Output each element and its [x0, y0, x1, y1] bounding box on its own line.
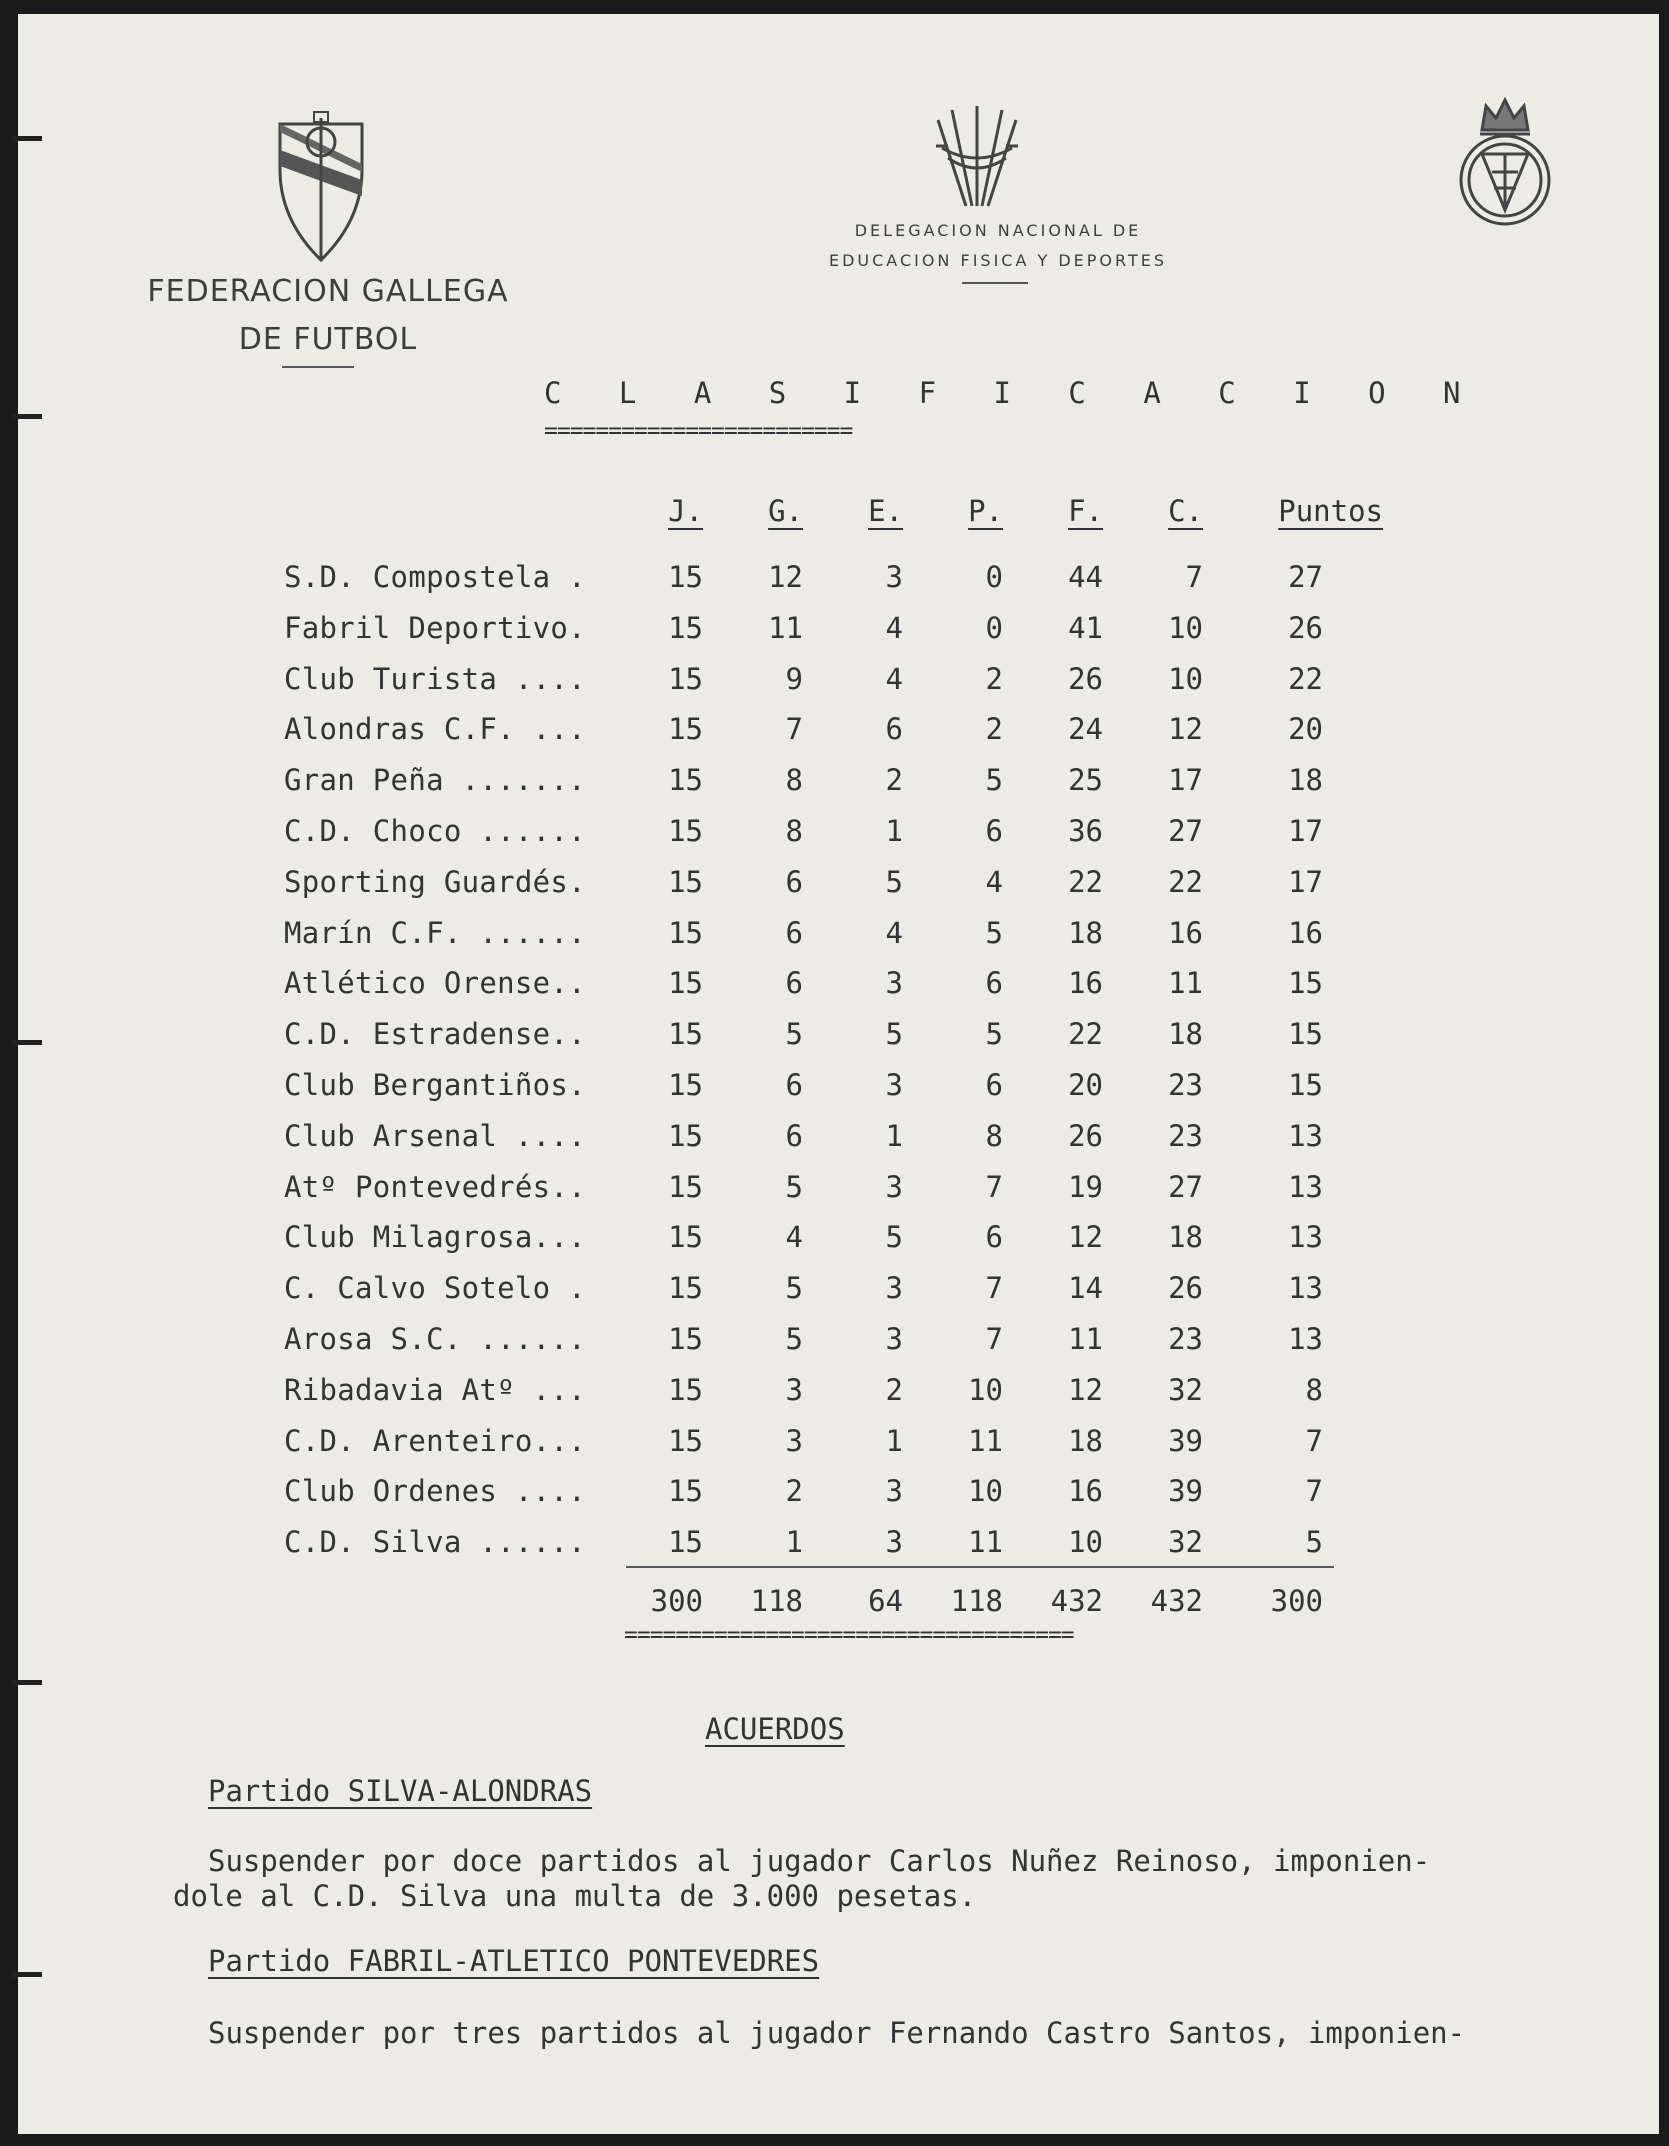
- table-cell: 7: [985, 1169, 1003, 1204]
- table-cell: 11: [968, 1525, 1003, 1560]
- table-cell: 15: [668, 661, 703, 696]
- table-cell: 10: [968, 1372, 1003, 1407]
- table-cell: 15: [668, 1068, 703, 1102]
- table-cell: 44: [1068, 560, 1103, 594]
- team-name: S.D. Compostela .: [284, 560, 586, 594]
- standings-table: [18, 14, 1659, 1694]
- team-name: Atlético Orense..: [284, 966, 586, 1001]
- table-cell: 6: [985, 966, 1003, 1001]
- table-cell: 6: [785, 1068, 803, 1102]
- document-page: [18, 14, 1659, 2134]
- table-cell: 16: [1068, 1474, 1103, 1509]
- totals-double-rule: ===================================: [624, 1622, 1074, 1648]
- table-cell: 13: [1288, 1169, 1323, 1204]
- column-header: Puntos: [1278, 494, 1383, 528]
- team-name: Atº Pontevedrés..: [284, 1169, 586, 1204]
- column-header: J.: [668, 494, 703, 528]
- table-cell: 22: [1068, 1017, 1103, 1052]
- table-cell: 6: [785, 864, 803, 899]
- table-cell: 6: [785, 1118, 803, 1153]
- table-cell: 1: [885, 1423, 903, 1458]
- table-cell: 17: [1288, 864, 1323, 899]
- table-cell: 11: [968, 1423, 1003, 1458]
- table-cell: 15: [668, 560, 703, 594]
- title-double-rule: ========================: [544, 418, 853, 444]
- table-cell: 12: [1068, 1220, 1103, 1255]
- table-cell: 4: [885, 915, 903, 950]
- table-cell: 13: [1288, 1220, 1323, 1255]
- table-cell: 6: [785, 915, 803, 950]
- table-cell: 0: [985, 610, 1003, 645]
- table-cell: 3: [885, 1525, 903, 1560]
- table-cell: 15: [668, 1474, 703, 1509]
- team-name: Club Milagrosa...: [284, 1220, 586, 1255]
- team-name: Fabril Deportivo.: [284, 610, 586, 645]
- table-cell: 2: [785, 1474, 803, 1509]
- table-cell: 18: [1288, 763, 1323, 798]
- table-cell: 15: [668, 712, 703, 747]
- table-cell: 2: [985, 712, 1003, 747]
- table-cell: 11: [1168, 966, 1203, 1001]
- table-cell: 15: [668, 610, 703, 645]
- agreement-1-text-line1: Suspender por doce partidos al jugador Carlos Nuñez Reinoso, imponien-: [208, 1844, 1431, 1878]
- table-cell: 2: [885, 1372, 903, 1407]
- delegation-name-line1: DELEGACION NACIONAL DE: [854, 221, 1142, 240]
- table-cell: 15: [668, 1118, 703, 1153]
- table-cell: 20: [1068, 1068, 1103, 1102]
- table-cell: 39: [1168, 1474, 1203, 1509]
- table-cell: 24: [1068, 712, 1103, 747]
- table-cell: 32: [1168, 1372, 1203, 1407]
- table-cell: 18: [1068, 1423, 1103, 1458]
- table-cell: 16: [1168, 915, 1203, 950]
- table-cell: 15: [668, 814, 703, 848]
- table-cell: 26: [1068, 1118, 1103, 1153]
- table-cell: 6: [985, 1220, 1003, 1255]
- table-cell: 6: [985, 814, 1003, 848]
- table-cell: 15: [668, 1271, 703, 1306]
- totals-separator-line: [626, 1566, 1334, 1568]
- team-name: Alondras C.F. ...: [284, 712, 586, 747]
- table-cell: 7: [1305, 1474, 1323, 1509]
- federation-name-line2: DE FUTBOL: [238, 322, 418, 357]
- federation-name-line1: FEDERACION GALLEGA: [147, 274, 509, 309]
- table-cell: 23: [1168, 1068, 1203, 1102]
- table-cell: 14: [1068, 1271, 1103, 1306]
- table-cell: 1: [785, 1525, 803, 1560]
- table-cell: 15: [668, 1423, 703, 1458]
- table-cell: 8: [785, 814, 803, 848]
- agreement-1-text-line2: dole al C.D. Silva una multa de 3.000 pesetas.: [173, 1879, 977, 1913]
- table-cell: 5: [985, 915, 1003, 950]
- table-cell: 23: [1168, 1322, 1203, 1356]
- table-cell: 5: [885, 864, 903, 899]
- team-name: C.D. Arenteiro...: [284, 1423, 586, 1458]
- table-cell: 3: [885, 560, 903, 594]
- table-cell: 15: [668, 915, 703, 950]
- table-cell: 19: [1068, 1169, 1103, 1204]
- table-cell: 5: [785, 1169, 803, 1204]
- column-header: C.: [1168, 494, 1203, 528]
- team-name: Club Arsenal ....: [284, 1118, 586, 1153]
- table-cell: 6: [785, 966, 803, 1001]
- column-header: P.: [968, 494, 1003, 528]
- table-cell: 15: [668, 1220, 703, 1255]
- table-cell: 15: [1288, 1017, 1323, 1052]
- column-header: F.: [1068, 494, 1103, 528]
- table-cell: 6: [985, 1068, 1003, 1102]
- table-cell: 12: [1068, 1372, 1103, 1407]
- table-cell: 10: [968, 1474, 1003, 1509]
- table-cell: 15: [1288, 966, 1323, 1001]
- table-cell: 3: [885, 1169, 903, 1204]
- total-cell: 432: [1150, 1584, 1203, 1618]
- total-cell: 118: [750, 1584, 803, 1618]
- table-cell: 18: [1068, 915, 1103, 950]
- table-cell: 15: [668, 1017, 703, 1052]
- table-cell: 11: [1068, 1322, 1103, 1356]
- table-cell: 4: [985, 864, 1003, 899]
- table-cell: 5: [785, 1017, 803, 1052]
- table-cell: 6: [885, 712, 903, 747]
- table-cell: 4: [885, 661, 903, 696]
- team-name: C.D. Silva ......: [284, 1525, 586, 1560]
- table-cell: 8: [785, 763, 803, 798]
- agreement-2-text-line1: Suspender por tres partidos al jugador Fernando Castro Santos, imponien-: [208, 2016, 1466, 2050]
- table-cell: 3: [885, 1474, 903, 1509]
- team-name: C.D. Choco ......: [284, 814, 586, 848]
- table-cell: 18: [1168, 1220, 1203, 1255]
- table-cell: 20: [1288, 712, 1323, 747]
- table-cell: 3: [885, 1271, 903, 1306]
- table-cell: 12: [768, 560, 803, 594]
- table-cell: 17: [1168, 763, 1203, 798]
- table-cell: 4: [785, 1220, 803, 1255]
- table-cell: 5: [985, 763, 1003, 798]
- team-name: C. Calvo Sotelo .: [284, 1271, 586, 1306]
- table-cell: 13: [1288, 1322, 1323, 1356]
- table-cell: 16: [1288, 915, 1323, 950]
- acuerdos-heading: ACUERDOS: [705, 1712, 845, 1746]
- table-cell: 23: [1168, 1118, 1203, 1153]
- table-cell: 9: [785, 661, 803, 696]
- table-cell: 1: [885, 814, 903, 848]
- table-cell: 1: [885, 1118, 903, 1153]
- table-cell: 41: [1068, 610, 1103, 645]
- table-cell: 13: [1288, 1271, 1323, 1306]
- table-cell: 11: [768, 610, 803, 645]
- table-cell: 26: [1068, 661, 1103, 696]
- table-cell: 36: [1068, 814, 1103, 848]
- total-cell: 118: [950, 1584, 1003, 1618]
- agreement-1-match: Partido SILVA-ALONDRAS: [208, 1774, 593, 1808]
- team-name: Club Turista ....: [284, 661, 586, 696]
- table-cell: 18: [1168, 1017, 1203, 1052]
- table-cell: 15: [668, 1525, 703, 1560]
- table-cell: 3: [885, 1068, 903, 1102]
- table-cell: 7: [985, 1271, 1003, 1306]
- table-cell: 22: [1288, 661, 1323, 696]
- total-cell: 64: [868, 1584, 903, 1618]
- table-cell: 7: [785, 712, 803, 747]
- team-name: Club Ordenes ....: [284, 1474, 586, 1509]
- table-cell: 10: [1168, 661, 1203, 696]
- table-cell: 5: [785, 1271, 803, 1306]
- table-cell: 13: [1288, 1118, 1323, 1153]
- table-cell: 7: [1305, 1423, 1323, 1458]
- table-cell: 0: [985, 560, 1003, 594]
- binding-mark: [12, 1972, 42, 1977]
- table-cell: 15: [668, 864, 703, 899]
- table-cell: 7: [985, 1322, 1003, 1356]
- table-cell: 8: [985, 1118, 1003, 1153]
- table-cell: 17: [1288, 814, 1323, 848]
- table-cell: 7: [1185, 560, 1203, 594]
- table-cell: 5: [985, 1017, 1003, 1052]
- table-cell: 15: [1288, 1068, 1323, 1102]
- table-cell: 2: [985, 661, 1003, 696]
- table-cell: 15: [668, 1169, 703, 1204]
- table-cell: 32: [1168, 1525, 1203, 1560]
- table-cell: 27: [1168, 1169, 1203, 1204]
- table-cell: 27: [1288, 560, 1323, 594]
- column-header: G.: [768, 494, 803, 528]
- table-cell: 3: [885, 966, 903, 1001]
- table-cell: 10: [1068, 1525, 1103, 1560]
- table-cell: 5: [785, 1322, 803, 1356]
- table-cell: 15: [668, 966, 703, 1001]
- column-header: E.: [868, 494, 903, 528]
- table-cell: 27: [1168, 814, 1203, 848]
- delegation-name-line2: EDUCACION FISICA Y DEPORTES: [828, 251, 1168, 270]
- table-cell: 26: [1288, 610, 1323, 645]
- total-cell: 300: [1270, 1584, 1323, 1618]
- team-name: Ribadavia Atº ...: [284, 1372, 586, 1407]
- team-name: Arosa S.C. ......: [284, 1322, 586, 1356]
- page-title: C L A S I F I C A C I O N: [544, 376, 1481, 410]
- table-cell: 10: [1168, 610, 1203, 645]
- total-cell: 300: [650, 1584, 703, 1618]
- table-cell: 25: [1068, 763, 1103, 798]
- team-name: Marín C.F. ......: [284, 915, 586, 950]
- table-cell: 16: [1068, 966, 1103, 1001]
- table-cell: 15: [668, 1322, 703, 1356]
- table-cell: 39: [1168, 1423, 1203, 1458]
- table-cell: 8: [1305, 1372, 1323, 1407]
- team-name: Gran Peña .......: [284, 763, 586, 798]
- table-cell: 15: [668, 763, 703, 798]
- table-cell: 26: [1168, 1271, 1203, 1306]
- table-cell: 2: [885, 763, 903, 798]
- table-cell: 3: [785, 1423, 803, 1458]
- agreement-2-match: Partido FABRIL-ATLETICO PONTEVEDRES: [208, 1944, 820, 1978]
- table-cell: 5: [885, 1017, 903, 1052]
- table-cell: 22: [1068, 864, 1103, 899]
- table-cell: 5: [1305, 1525, 1323, 1560]
- table-cell: 12: [1168, 712, 1203, 747]
- table-cell: 5: [885, 1220, 903, 1255]
- team-name: C.D. Estradense..: [284, 1017, 586, 1052]
- table-cell: 22: [1168, 864, 1203, 899]
- total-cell: 432: [1050, 1584, 1103, 1618]
- table-cell: 15: [668, 1372, 703, 1407]
- team-name: Club Bergantiños.: [284, 1068, 586, 1102]
- table-cell: 4: [885, 610, 903, 645]
- table-cell: 3: [885, 1322, 903, 1356]
- table-cell: 3: [785, 1372, 803, 1407]
- team-name: Sporting Guardés.: [284, 864, 586, 899]
